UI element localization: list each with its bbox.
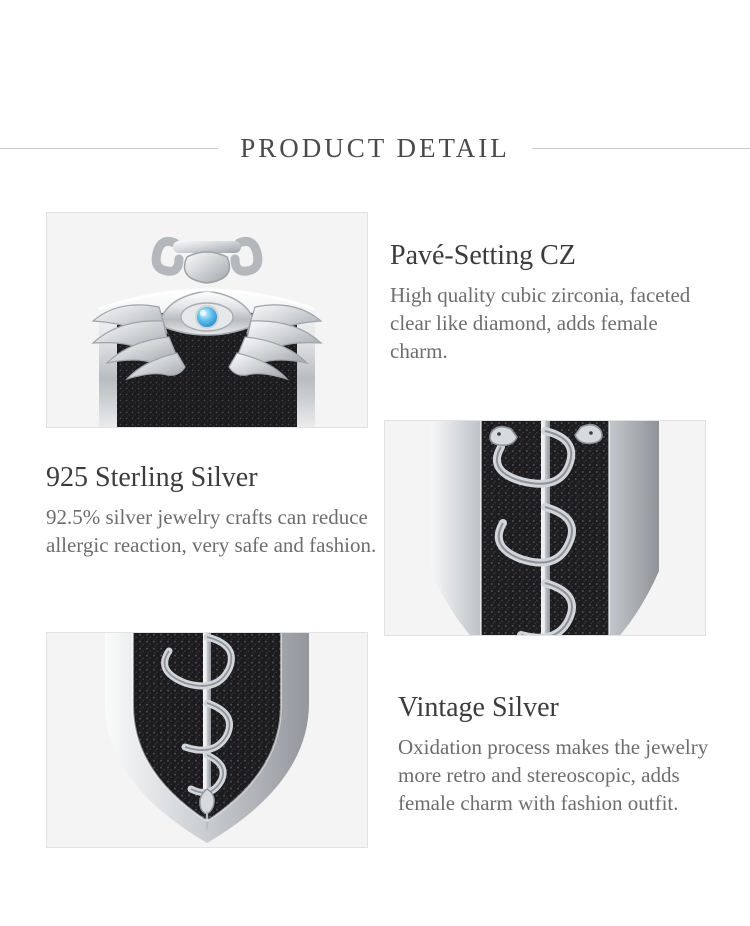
feature-body-pave-setting-cz: High quality cubic zirconia, faceted clear like diamond, adds female charm. (390, 283, 691, 363)
product-detail-header (0, 118, 750, 178)
header-rule-left (0, 148, 218, 149)
feature-image-pave-setting-cz (46, 212, 368, 428)
feature-heading-pave-setting-cz: Pavé-Setting CZ (390, 240, 576, 271)
page-title: PRODUCT DETAIL (240, 132, 510, 163)
jewelry-serpent-staff-artwork (385, 421, 705, 635)
feature-image-vintage-silver (46, 632, 368, 848)
feature-text-vintage-silver (398, 692, 718, 817)
feature-body-sterling-silver: 92.5% silver jewelry crafts can reduce allergic reaction, very safe and fashion. (46, 505, 377, 557)
feature-text-sterling-silver (46, 462, 386, 560)
feature-text-pave-setting-cz (390, 240, 720, 365)
feature-body-vintage-silver: Oxidation process makes the jewelry more retro and stereoscopic, adds female charm with fashion outfit. (398, 735, 709, 815)
header-rule-right (532, 148, 750, 149)
jewelry-wings-gem-artwork (47, 213, 367, 427)
feature-heading-sterling-silver: 925 Sterling Silver (46, 462, 258, 493)
jewelry-shield-tip-artwork (47, 633, 367, 847)
feature-image-sterling-silver (384, 420, 706, 636)
feature-heading-vintage-silver: Vintage Silver (398, 692, 559, 723)
